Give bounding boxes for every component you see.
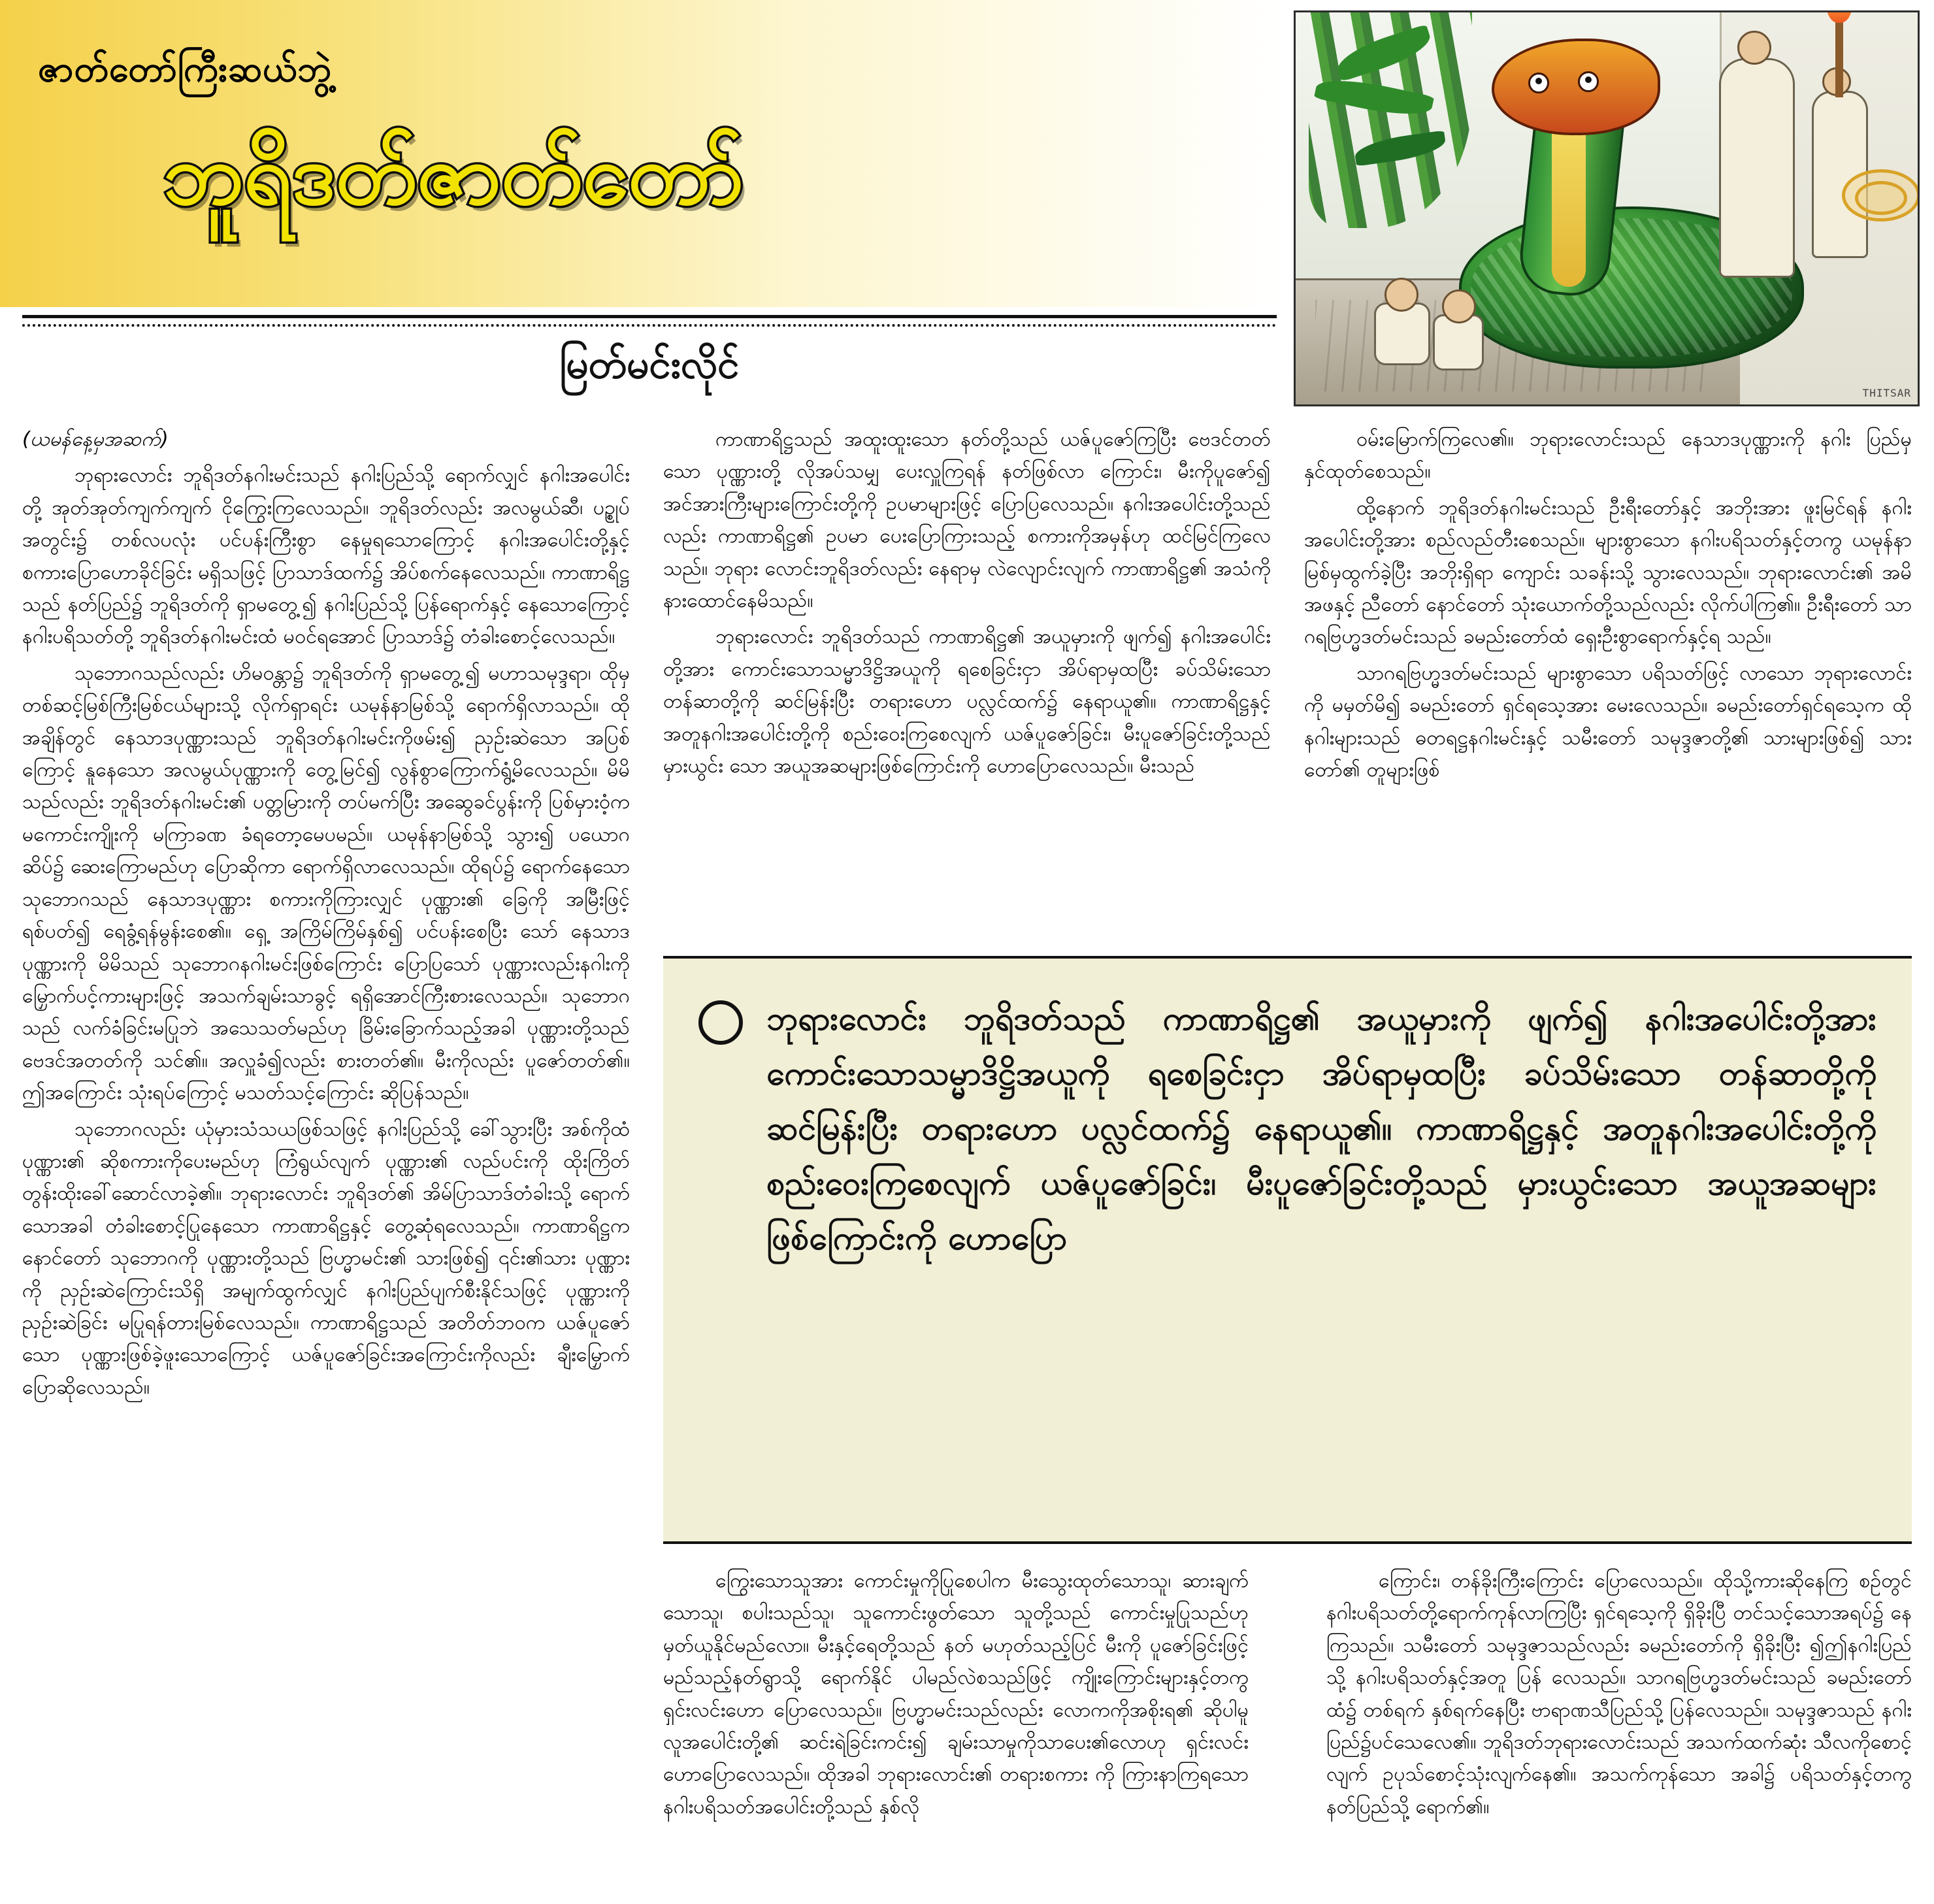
text-column-1 (22, 423, 630, 1887)
paragraph: ထို့နောက် ဘူရိဒတ်နဂါးမင်းသည် ဦးရီးတော်နှင့် အဘိုးအား ဖူးမြင်ရန် နဂါးအပေါင်းတို့အား စည်လည်တီးစေသည်။ များစွာသော နဂါးပရိသတ်နှင့်တကွ ယမုန်နာမြစ်မှထွက်ခဲ့ပြီး အဘိုးရှိရာ ကျောင်း သခန်းသို့ သွားလေသည်။ ဘုရားလောင်း၏ အမိအဖနှင့် ညီတော် နောင်တော် သုံးယောက်တို့သည်လည်း လိုက်ပါကြ၏။ ဦးရီးတော် သာဂရဗြဟ္မဒတ်မင်းသည် ခမည်းတော်ထံ ရှေးဦးစွာရောက်နှင့်ရ သည်။ (1304, 496, 1912, 649)
article-body-lower (663, 1565, 1912, 1892)
text-column-3 (1304, 423, 1912, 940)
divider-thick (22, 315, 1277, 318)
paragraph: ဘုရားလောင်း ဘူရိဒတ်သည် ကာဏာရိဋ္ဌ၏ အယူမှားကို ဖျက်၍ နဂါးအပေါင်းတို့အား ကောင်းသောသမ္မာဒိဋ္ဌိအယူကို ရစေခြင်းငှာ အိပ်ရာမှထပြီး ခပ်သိမ်းသော တန်ဆာတို့ကို ဆင်မြန်းပြီး တရားဟော ပလ္လင်ထက်၌ နေရာယူ၏။ ကာဏာရိဋ္ဌနှင့် အတူနဂါးအပေါင်းတို့ကို စည်းဝေးကြစေလျက် ယဇ်ပူဇော်ခြင်း၊ မီးပူဇော်ခြင်းတို့သည် မှားယွင်း သော အယူအဆများဖြစ်ကြောင်းကို ဟောပြောလေသည်။ မီးသည် (663, 625, 1271, 778)
paragraph: သာဂရဗြဟ္မဒတ်မင်းသည် များစွာသော ပရိသတ်ဖြင့် လာသော ဘုရားလောင်းကို မမှတ်မိ၍ ခမည်းတော် ရှင်ရသေ့အား မေးလေသည်။ ခမည်းတော်ရှင်ရသေ့က ထိုနဂါးများသည် ဓတရဋ္ဌနဂါးမင်းနှင့် သမီးတော် သမုဒ္ဒဇာတို့၏ သားများဖြစ်၍ သားတော်၏ တူများဖြစ် (1304, 661, 1912, 782)
kicker-text: ဇာတ်တော်ကြီးဆယ်ဘွဲ့ (38, 48, 333, 90)
masthead-banner (0, 0, 1281, 307)
paragraph: ကြောင်း၊ တန်ခိုးကြီးကြောင်း ပြောလေသည်။ ထိုသို့ကားဆိုနေကြ စဉ်တွင် နဂါးပရိသတ်တို့ရောက်ကုန်လာကြပြီး ရှင်ရသေ့ကို ရှိခိုးပြီ တင်သင့်သောအရပ်၌ နေကြသည်။ သမီးတော် သမုဒ္ဒဇာသည်လည်း ခမည်းတော်ကို ရှိခိုးပြီး ၍ဤနဂါးပြည်သို့ နဂါးပရိသတ်နှင့်အတူ ပြန် လေသည်။ သာဂရဗြဟ္မဒတ်မင်းသည် ခမည်းတော်ထံ၌ တစ်ရက် နှစ်ရက်နေပြီး ဗာရာဏသီပြည်သို့ ပြန်လေသည်။ သမုဒ္ဒဇာသည် နဂါး ပြည်၌ပင်သေလေ၏။ ဘူရိဒတ်ဘုရားလောင်းသည် အသက်ထက်ဆုံး သီလကိုစောင့်လျက် ဥပုသ်စောင့်သုံးလျက်နေ၏။ အသက်ကုန်သော အခါ၌ ပရိသတ်နှင့်တကွ နတ်ပြည်သို့ ရောက်၏။ (1326, 1569, 1912, 1818)
paragraph: သုဘောဂသည်လည်း ဟိမဝန္တာ၌ ဘူရိဒတ်ကို ရှာမတွေ့၍ မဟာသမုဒ္ဒရာ၊ ထိုမှတစ်ဆင့်မြစ်ကြီးမြစ်ငယ်များသို့ လိုက်ရှာရင်း ယမုန်နာမြစ်သို့ ရောက်ရှိလာသည်။ ထိုအချိန်တွင် နေသာဒပုဏ္ဏားသည် ဘူရိဒတ်နဂါးမင်းကိုဖမ်း၍ ညှဉ်းဆဲသော အပြစ်ကြောင့် နူနေသော အလမွယ်ပုဏ္ဏားကို တွေ့မြင်၍ လွန်စွာကြောက်ရွံ့မိလေသည်။ မိမိသည်လည်း ဘူရိဒတ်နဂါးမင်း၏ ပတ္တမြားကို တပ်မက်ပြီး အဆွေခင်ပွန်းကို ပြစ်မှားဝံ့က မကောင်းကျိုးကို မကြာခဏ ခံရတော့မေပမည်။ ယမုန်နာမြစ်သို့ သွား၍ ပယောဂဆိပ်၌ ဆေးကြောမည်ဟု ပြောဆိုကာ ရောက်ရှိလာလေသည်။ ထိုရပ်၌ ရောက်နေသော သုဘောဂသည် နေသာဒပုဏ္ဏား စကားကိုကြားလျှင် ပုဏ္ဏား၏ ခြေကို အမြီးဖြင့် ရစ်ပတ်၍ ရေခွံ့ရန်မွန်းစေ၏။ ရှေ့ အကြိမ်ကြိမ်နှစ်၍ ပင်ပန်းစေပြီး သော် နေသာဒပုဏ္ဏားကို မိမိသည် သုဘောဂနဂါးမင်းဖြစ်ကြောင်း ပြောပြသော် ပုဏ္ဏားလည်းနဂါးကို မြှောက်ပင့်ကားများဖြင့် အသက်ချမ်းသာခွင့် ရရှိအောင်ကြီးစားလေသည်။ သုဘောဂသည် လက်ခံခြင်းမပြုဘဲ အသေသတ်မည်ဟု ခြိမ်းခြောက်သည့်အခါ ပုဏ္ဏားတို့သည် ဗေဒင်အတတ်ကို သင်၏။ အလှူခံ၍လည်း စားတတ်၏။ မီးကိုလည်း ပူဇော်တတ်၏။ ဤအကြောင်း သုံးရပ်ကြောင့် မသတ်သင့်ကြောင်း ဆိုပြန်သည်။ (22, 661, 630, 1105)
paragraph: ကာဏာရိဋ္ဌသည် အထူးထူးသော နတ်တို့သည် ယဇ်ပူဇော်ကြပြီး ဗေဒင်တတ်သော ပုဏ္ဏားတို့ လိုအပ်သမျှ ပေးလှူကြရန် နတ်ဖြစ်လာ ကြောင်း၊ မီးကိုပူဇော်၍ အင်အားကြီးများကြောင်းတို့ကို ဥပမာများဖြင့် ပြောပြလေသည်။ နဂါးအပေါင်းတို့သည်လည်း ကာဏာရိဋ္ဌ၏ ဥပမာ ပေးပြောကြားသည့် စကားကိုအမှန်ဟု ထင်မြင်ကြလေသည်။ ဘုရား လောင်းဘူရိဒတ်လည်း နေရာမှ လဲလျောင်းလျက် ကာဏာရိဋ္ဌ၏ အသံကိုနားထောင်နေမိသည်။ (663, 428, 1271, 613)
torch-icon (1835, 19, 1843, 97)
continuation-note: (ယမန်နေ့မှအဆက်) (22, 428, 169, 451)
paragraph: သုဘောဂလည်း ယုံမှားသံသယဖြစ်သဖြင့် နဂါးပြည်သို့ ခေါ်သွားပြီး အစ်ကိုထံ ပုဏ္ဏား၏ ဆိုစကားကိုပေးမည်ဟု ကြံရွယ်လျက် ပုဏ္ဏား၏ လည်ပင်းကို ထိုးကြိတ်တွန်းထိုးခေါ်ဆောင်လာခဲ့၏။ ဘုရားလောင်း ဘူရိဒတ်၏ အိမ်ပြာသာဒ်တံခါးသို့ ရောက်သောအခါ တံခါးစောင့်ပြုနေသော ကာဏာရိဋ္ဌနှင့် တွေ့ဆုံရလေသည်။ ကာဏာရိဋ္ဌက နောင်တော် သုဘောဂကို ပုဏ္ဏားတို့သည် ဗြဟ္မာမင်း၏ သားဖြစ်၍ ၎င်း၏သား ပုဏ္ဏားကို ညှဉ်းဆဲကြောင်းသိရှိ အမျက်ထွက်လျှင် နဂါးပြည်ပျက်စီးနိုင်သဖြင့် ပုဏ္ဏားကို ညှဉ်းဆဲခြင်း မပြုရန်တားမြစ်လေသည်။ ကာဏာရိဋ္ဌသည် အတိတ်ဘဝက ယဇ်ပူဇော်သော ပုဏ္ဏားဖြစ်ခဲ့ဖူးသောကြောင့် ယဇ်ပူဇော်ခြင်းအကြောင်းကိုလည်း ချီးမြှောက်ပြောဆိုလေသည်။ (22, 1117, 630, 1399)
story-illustration (1294, 10, 1920, 406)
snake-eye-icon (1528, 73, 1549, 93)
artist-signature: THITSAR (1862, 387, 1911, 399)
circle-bullet-icon (698, 1000, 743, 1045)
brahmin-figure (1719, 58, 1795, 278)
coiled-snake-icon (1855, 181, 1907, 215)
paragraph: ဝမ်းမြောက်ကြလေ၏။ ဘုရားလောင်းသည် နေသာဒပုဏ္ဏားကို နဂါး ပြည်မှနှင်ထုတ်စေသည်။ (1304, 428, 1912, 484)
byline: မြတ်မင်းလိုင် (559, 342, 740, 387)
paragraph: ကြွေးသောသူအား ကောင်းမှုကိုပြုစေပါက မီးသွေးထုတ်သောသူ၊ ဆားချက်သောသူ၊ စပါးသည်သူ၊ သူကောင်းဖွတ်သော သူတို့သည် ကောင်းမှုပြုသည်ဟု မှတ်ယူနိုင်မည်လော။ မီးနှင့်ရေတို့သည် နတ် မဟုတ်သည့်ပြင် မီးကို ပူဇော်ခြင်းဖြင့် မည်သည့်နတ်ရွာသို့ ရောက်နိုင် ပါမည်လဲစသည်ဖြင့် ကျိုးကြောင်းများနှင့်တကွ ရှင်းလင်းဟော ပြောလေသည်။ ဗြဟ္မာမင်းသည်လည်း လောကကိုအစိုးရ၏ ဆိုပါမူ လူအပေါင်းတို့၏ ဆင်းရဲခြင်းကင်း၍ ချမ်းသာမှုကိုသာပေး၏လောဟု ရှင်းလင်း ဟောပြောလေသည်။ ထိုအခါ ဘုရားလောင်း၏ တရားစကား ကို ကြားနာကြရသော နဂါးပရိသတ်အပေါင်းတို့သည် နှစ်လို (663, 1569, 1249, 1818)
villager-head (1385, 278, 1418, 312)
pull-quote (663, 956, 1912, 1544)
villager-head (1442, 289, 1476, 323)
text-column-2 (663, 423, 1271, 940)
text-column-lower-right (1326, 1565, 1912, 1823)
snake-head-icon (1492, 39, 1660, 135)
pull-quote-text: ဘုရားလောင်း ဘူရိဒတ်သည် ကာဏာရိဋ္ဌ၏ အယူမှားကို ဖျက်၍ နဂါးအပေါင်းတို့အား ကောင်းသောသမ္မာဒိဋ္ဌိအယူကို ရစေခြင်းငှာ အိပ်ရာမှထပြီး ခပ်သိမ်းသော တန်ဆာတို့ကို ဆင်မြန်းပြီး တရားဟော ပလ္လင်ထက်၌ နေရာယူ၏။ ကာဏာရိဋ္ဌနှင့် အတူနဂါးအပေါင်းတို့ကို စည်းဝေးကြစေလျက် ယဇ်ပူဇော်ခြင်း၊ မီးပူဇော်ခြင်းတို့သည် မှားယွင်းသော အယူအဆများဖြစ်ကြောင်းကို ဟောပြော (766, 1000, 1877, 1257)
text-column-lower-left (663, 1565, 1249, 1823)
brahmin-head (1737, 31, 1771, 65)
paragraph: ဘုရားလောင်း ဘူရိဒတ်နဂါးမင်းသည် နဂါးပြည်သို့ ရောက်လျှင် နဂါးအပေါင်းတို့ အုတ်အုတ်ကျက်ကျက် ငိုကြွေးကြလေသည်။ ဘူရိဒတ်လည်း အလမွယ်ဆီ၊ ပဉ္စုပ်အတွင်း၌ တစ်လပလုံး ပင်ပန်းကြီးစွာ နေမှုရသောကြောင့် နဂါးအပေါင်းတို့နှင့် စကားပြောဟောခိုင်ခြင်း မရှိသဖြင့် ပြာသာဒ်ထက်၌ အိပ်စက်နေလေသည်။ ကာဏာရိဋ္ဌ သည် နတ်ပြည်၌ ဘူရိဒတ်ကို ရှာမတွေ့၍ နဂါးပြည်သို့ ပြန်ရောက်နှင့် နေသောကြောင့် နဂါးပရိသတ်တို့ ဘူရိဒတ်နဂါးမင်းထံ မဝင်ရအောင် ပြာသာဒ်၌ တံခါးစောင့်လေသည်။ (22, 464, 630, 649)
snake-eye-icon (1578, 71, 1599, 92)
page-title: ဘူရိဒတ်ဇာတ်တော် (163, 126, 744, 223)
divider-dotted (22, 324, 1277, 327)
villager-figure (1374, 303, 1430, 365)
